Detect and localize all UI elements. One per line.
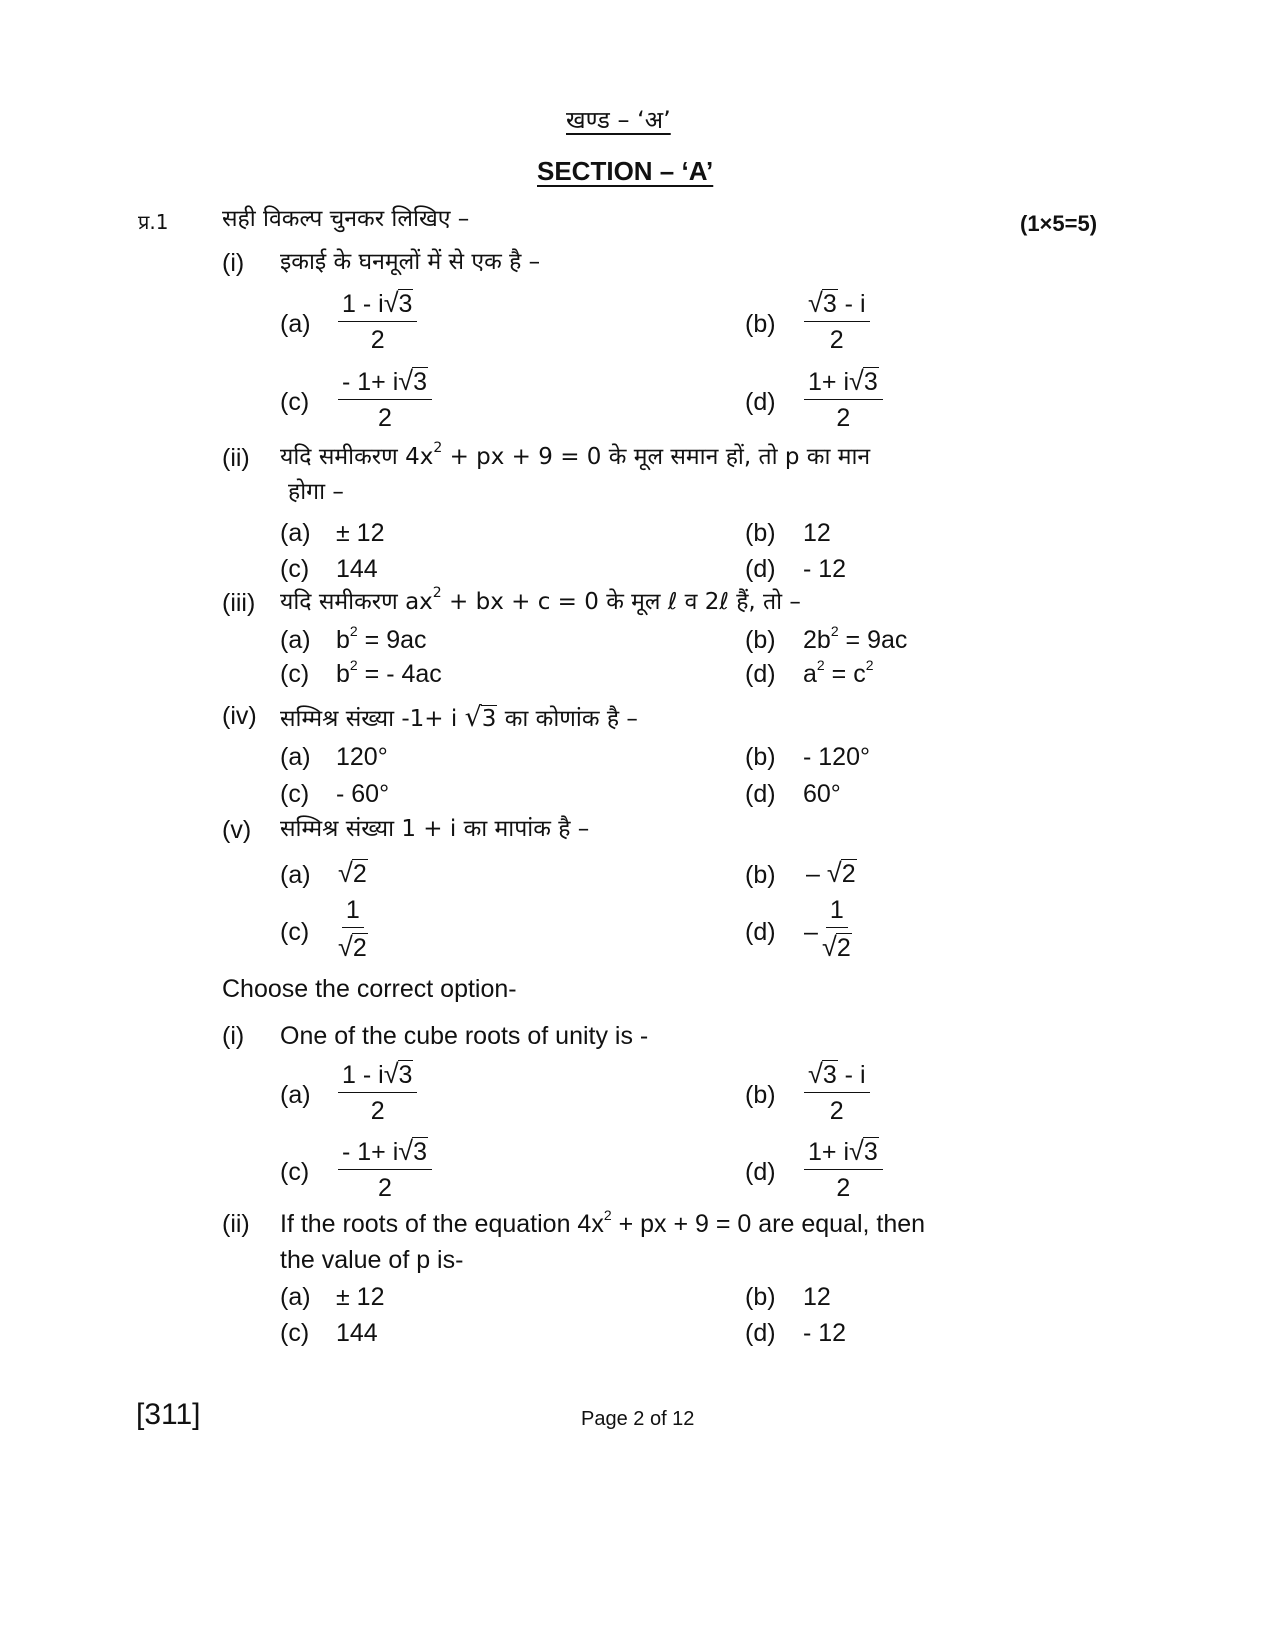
hindi-iv-a-value: 120° bbox=[336, 743, 388, 771]
english-i-d-label: (d) bbox=[745, 1158, 776, 1186]
hindi-ii-text: यदि समीकरण $4x^2$ + px + 9 = 0 के मूल समान हों, तो p का मान bbox=[280, 440, 871, 470]
hindi-iii-d-label: (d) bbox=[745, 660, 776, 688]
question-instruction-english: Choose the correct option- bbox=[222, 975, 517, 1003]
marks-label: (1×5=5) bbox=[1020, 211, 1098, 236]
hindi-i-b-fraction: $\frac{√3 - i}{2}$ bbox=[804, 290, 870, 353]
hindi-v-b-value: – √2 bbox=[806, 858, 856, 888]
hindi-ii-a-label: (a) bbox=[280, 519, 311, 547]
hindi-i-a-label: (a) bbox=[280, 310, 311, 338]
english-i-d-fraction: $\frac{1+ i√3}{2}$ bbox=[804, 1138, 883, 1201]
english-i-a-fraction: $\frac{1 - i√3}{2}$ bbox=[338, 1061, 417, 1124]
hindi-v-a-value: √2 bbox=[338, 858, 367, 888]
english-ii-b-label: (b) bbox=[745, 1283, 776, 1311]
english-ii-c-value: 144 bbox=[336, 1319, 378, 1347]
hindi-iv-c-label: (c) bbox=[280, 780, 310, 808]
english-i-c-fraction: $\frac{- 1+ i√3}{2}$ bbox=[338, 1138, 432, 1201]
english-ii-text-line2: the value of p is- bbox=[280, 1246, 464, 1274]
hindi-v-label: (v) bbox=[222, 816, 252, 844]
hindi-v-c-fraction: $\frac{1}{√2}$ bbox=[338, 896, 367, 962]
hindi-iv-a-label: (a) bbox=[280, 743, 311, 771]
english-ii-d-value: - 12 bbox=[803, 1319, 847, 1347]
hindi-iv-d-label: (d) bbox=[745, 780, 776, 808]
hindi-i-a-fraction: $\frac{1 - i√3}{2}$ bbox=[338, 290, 417, 353]
hindi-i-c-fraction: $\frac{- 1+ i√3}{2}$ bbox=[338, 368, 432, 431]
english-ii-a-value: ± 12 bbox=[336, 1283, 385, 1311]
section-title-english: SECTION – ‘A’ bbox=[537, 156, 714, 186]
hindi-iv-d-value: 60° bbox=[803, 780, 841, 808]
hindi-iii-text: यदि समीकरण $ax^2$ + bx + c = 0 के मूल ℓ व 2ℓ हैं, तो – bbox=[280, 585, 801, 615]
english-i-b-label: (b) bbox=[745, 1081, 776, 1109]
hindi-iii-d-value: $a^2 = c^2$ bbox=[803, 656, 874, 688]
english-ii-text: If the roots of the equation $4x^2$ + px + 9 = 0 are equal, then bbox=[280, 1206, 926, 1238]
hindi-ii-d-value: - 12 bbox=[803, 555, 847, 583]
hindi-ii-c-value: 144 bbox=[336, 555, 378, 583]
hindi-v-c-label: (c) bbox=[280, 918, 310, 946]
english-ii-c-label: (c) bbox=[280, 1319, 310, 1347]
english-ii-label: (ii) bbox=[222, 1210, 250, 1238]
hindi-iii-a-value: $b^2 = 9ac$ bbox=[336, 622, 427, 654]
hindi-iv-b-value: - 120° bbox=[803, 743, 870, 771]
english-ii-a-label: (a) bbox=[280, 1283, 311, 1311]
english-i-c-label: (c) bbox=[280, 1158, 310, 1186]
hindi-iii-b-value: $2b^2 = 9ac$ bbox=[803, 622, 908, 654]
hindi-ii-b-value: 12 bbox=[803, 519, 831, 547]
section-title-hindi: खण्ड – ‘अ’ bbox=[566, 106, 671, 134]
english-i-text: One of the cube roots of unity is - bbox=[280, 1022, 649, 1050]
hindi-i-c-label: (c) bbox=[280, 388, 310, 416]
hindi-ii-label: (ii) bbox=[222, 444, 250, 472]
hindi-i-d-label: (d) bbox=[745, 388, 776, 416]
english-ii-b-value: 12 bbox=[803, 1283, 831, 1311]
english-i-label: (i) bbox=[222, 1022, 245, 1050]
hindi-ii-a-value: ± 12 bbox=[336, 519, 385, 547]
hindi-i-d-fraction: $\frac{1+ i√3}{2}$ bbox=[804, 368, 883, 431]
english-i-b-fraction: $\frac{√3 - i}{2}$ bbox=[804, 1061, 870, 1124]
hindi-i-label: (i) bbox=[222, 249, 245, 277]
hindi-iv-c-value: - 60° bbox=[336, 780, 390, 808]
hindi-v-b-label: (b) bbox=[745, 861, 776, 889]
question-instruction-hindi: सही विकल्प चुनकर लिखिए – bbox=[222, 206, 470, 232]
hindi-ii-c-label: (c) bbox=[280, 555, 310, 583]
hindi-iii-a-label: (a) bbox=[280, 626, 311, 654]
hindi-iv-b-label: (b) bbox=[745, 743, 776, 771]
page-number: Page 2 of 12 bbox=[581, 1408, 695, 1430]
hindi-iv-text: सम्मिश्र संख्या -1+ i √3 का कोणांक है – bbox=[280, 702, 638, 733]
question-number: प्र.1 bbox=[138, 210, 169, 234]
hindi-iii-b-label: (b) bbox=[745, 626, 776, 654]
hindi-ii-d-label: (d) bbox=[745, 555, 776, 583]
hindi-v-d-fraction: $\frac{1}{√2}$ bbox=[822, 896, 851, 962]
hindi-iii-c-label: (c) bbox=[280, 660, 310, 688]
hindi-i-b-label: (b) bbox=[745, 310, 776, 338]
hindi-iv-label: (iv) bbox=[222, 702, 257, 730]
hindi-v-a-label: (a) bbox=[280, 861, 311, 889]
english-ii-d-label: (d) bbox=[745, 1319, 776, 1347]
paper-code: [311] bbox=[136, 1398, 201, 1431]
hindi-iii-label: (iii) bbox=[222, 589, 256, 617]
hindi-i-text: इकाई के घनमूलों में से एक है – bbox=[280, 249, 541, 275]
hindi-ii-b-label: (b) bbox=[745, 519, 776, 547]
hindi-v-d-label: (d) bbox=[745, 918, 776, 946]
hindi-ii-text-line2: होगा – bbox=[288, 479, 344, 505]
hindi-v-text: सम्मिश्र संख्या 1 + i का मापांक है – bbox=[280, 816, 590, 842]
hindi-iii-c-value: $b^2$ = - 4ac bbox=[336, 656, 442, 688]
hindi-v-d-sign: – bbox=[804, 918, 818, 946]
english-i-a-label: (a) bbox=[280, 1081, 311, 1109]
